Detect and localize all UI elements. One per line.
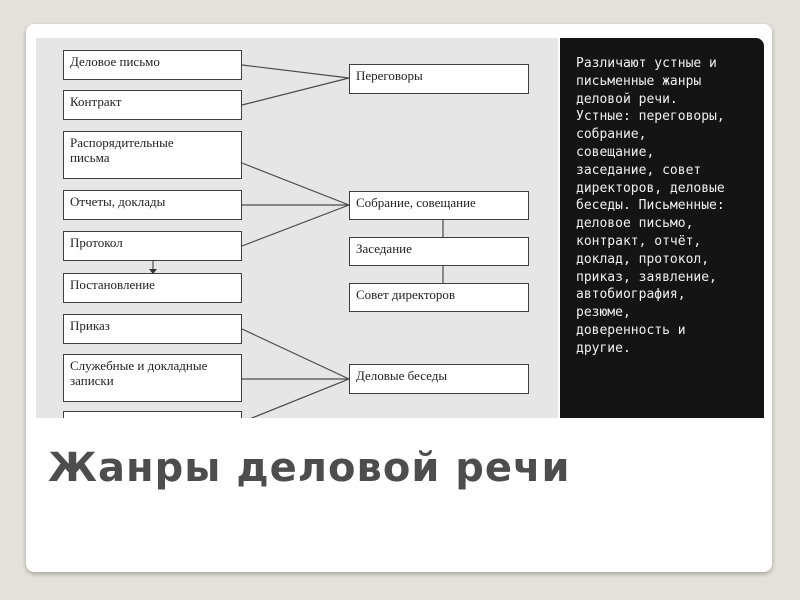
box-contract-label: Контракт xyxy=(70,94,122,109)
box-reports-label: Отчеты, доклады xyxy=(70,194,166,209)
box-session-label: Заседание xyxy=(356,241,412,256)
description-text: Различают устные и письменные жанры деловой речи. Устные: переговоры, собрание, совещание, заседание, совет директоров, деловые беседы. Письменные: деловое письмо, контракт, отчёт, доклад, протокол, приказ, заявление, автобиография, резюме, доверенность и другие. xyxy=(576,56,725,356)
box-directive-letters xyxy=(63,131,242,179)
box-reports xyxy=(63,190,242,220)
box-meeting-label: Собрание, совещание xyxy=(356,195,476,210)
box-business-letter xyxy=(63,50,242,80)
box-board-of-directors xyxy=(349,283,529,312)
box-protocol xyxy=(63,231,242,261)
box-business-conversations-label: Деловые беседы xyxy=(356,368,448,383)
box-meeting xyxy=(349,191,529,220)
box-board-of-directors-label: Совет директоров xyxy=(356,287,456,302)
box-resolution-label: Постановление xyxy=(70,277,155,292)
slide-title: Жанры деловой речи xyxy=(48,445,571,491)
box-protocol-label: Протокол xyxy=(70,235,123,250)
box-memos-label: Служебные и докладные записки xyxy=(70,358,208,388)
box-business-letter-label: Деловое письмо xyxy=(70,54,160,69)
box-negotiations xyxy=(349,64,529,94)
genres-diagram xyxy=(36,38,558,418)
box-resolution xyxy=(63,273,242,303)
box-session xyxy=(349,237,529,266)
box-order-label: Приказ xyxy=(70,318,110,333)
description-panel xyxy=(560,38,764,418)
box-directive-letters-label: Распорядительные письма xyxy=(70,135,174,165)
box-negotiations-label: Переговоры xyxy=(356,68,423,83)
box-business-conversations xyxy=(349,364,529,394)
box-cut-off xyxy=(63,411,242,418)
box-memos xyxy=(63,354,242,402)
box-order xyxy=(63,314,242,344)
slide xyxy=(26,24,772,572)
box-contract xyxy=(63,90,242,120)
